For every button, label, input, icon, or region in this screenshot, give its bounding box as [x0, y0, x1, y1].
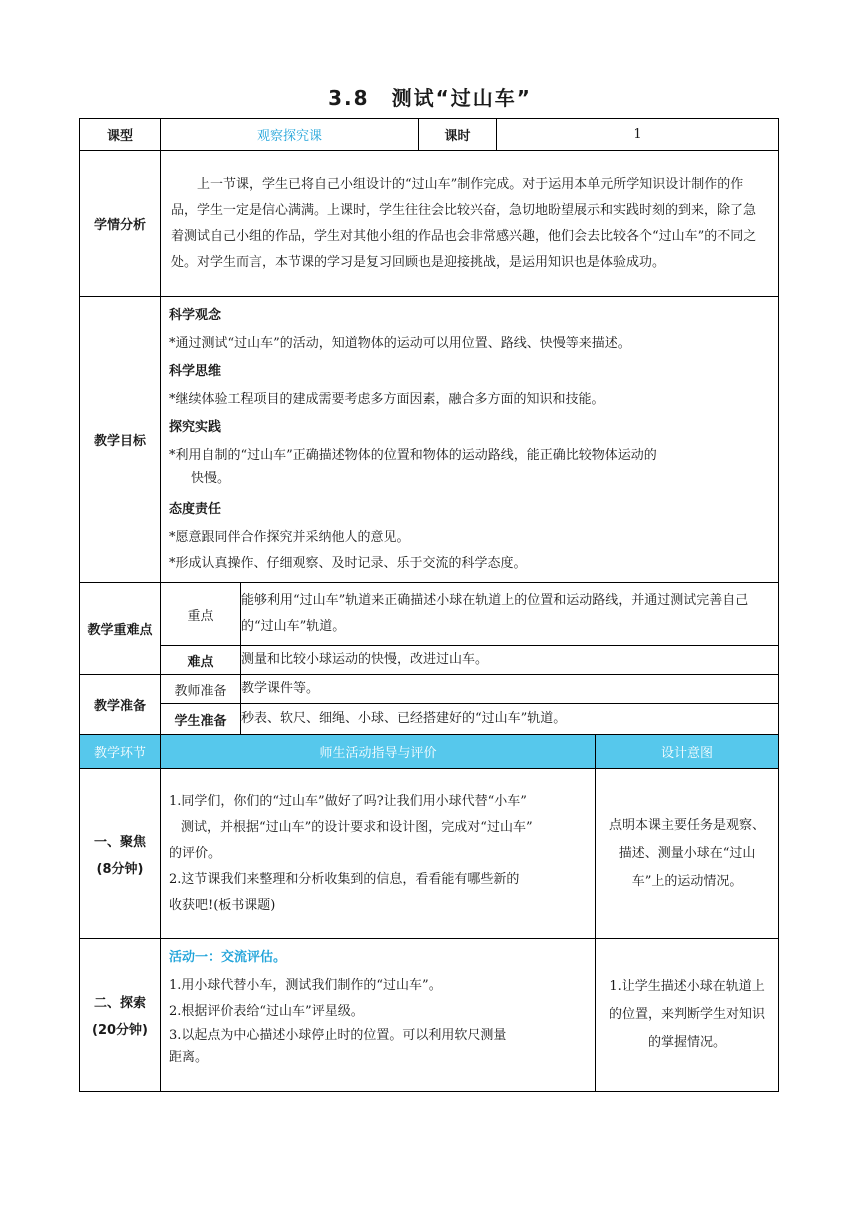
- stage-name-cell: [80, 769, 161, 939]
- activity-header: 师生活动指导与评价: [161, 735, 596, 769]
- goals-label: 教学目标: [80, 297, 161, 583]
- goal-item: *继续体验工程项目的建成需要考虑多方面因素，融合多方面的知识和技能。: [169, 392, 605, 407]
- type-label: 课型: [80, 119, 161, 151]
- student-prep-text: 秒表、软尺、细绳、小球、已经搭建好的“过山车”轨道。: [241, 704, 779, 735]
- stage-name: 一、聚焦: [93, 834, 146, 850]
- teacher-prep-text: 教学课件等。: [241, 675, 779, 704]
- intent-header: 设计意图: [596, 735, 779, 769]
- stage-name-cell: [80, 939, 161, 1092]
- lesson-plan-table: [79, 118, 779, 1092]
- stage-time: (20分钟): [92, 1023, 148, 1038]
- stage-intent-cell: [596, 939, 779, 1092]
- goal-item: *形成认真操作、仔细观察、及时记录、乐于交流的科学态度。: [169, 556, 527, 571]
- hours-value: 1: [497, 119, 779, 151]
- activity-line: 2.根据评价表给“过山车”评星级。: [169, 1004, 364, 1019]
- difficulty-text: 测量和比较小球运动的快慢，改进过山车。: [241, 646, 779, 675]
- focus-label: 重点: [161, 583, 241, 646]
- goal-heading-attitude: 态度责任: [169, 502, 222, 517]
- difficulty-label: 难点: [161, 646, 241, 675]
- analysis-cell: [161, 151, 779, 297]
- prep-label: 教学准备: [80, 675, 161, 735]
- goal-item: *愿意跟同伴合作探究并采纳他人的意见。: [169, 530, 410, 545]
- activity-line: 的评价。: [169, 845, 222, 861]
- stage-intent-cell: [596, 769, 779, 939]
- analysis-row: [80, 151, 779, 297]
- teacher-prep-row: [80, 675, 779, 704]
- stage-intent: 点明本课主要任务是观察、描述、测量小球在“过山车”上的运动情况。: [609, 817, 766, 889]
- keypoints-label: 教学重难点: [80, 583, 161, 675]
- activity-line: 1.同学们，你们的“过山车”做好了吗?让我们用小球代替“小车”: [169, 793, 527, 809]
- stage-activity-cell: [161, 939, 596, 1092]
- student-prep-row: [80, 704, 779, 735]
- goal-heading-concept: 科学观念: [169, 308, 222, 323]
- activity-line: 收获吧!(板书课题): [169, 897, 276, 913]
- stage-activity-cell: [161, 769, 596, 939]
- difficulty-row: [80, 646, 779, 675]
- goals-cell: [161, 297, 779, 583]
- activity-line: 距离。: [169, 1050, 209, 1065]
- focus-text: 能够利用“过山车”轨道来正确描述小球在轨道上的位置和运动路线，并通过测试完善自己的“过山车”轨道。: [241, 583, 779, 646]
- stage-intent: 1.让学生描述小球在轨道上的位置，来判断学生对知识的掌握情况。: [609, 979, 766, 1050]
- stage-row: [80, 769, 779, 939]
- header-row: [80, 119, 779, 151]
- teacher-prep-label: 教师准备: [161, 675, 241, 704]
- goal-item-continued: 快慢。: [191, 471, 231, 486]
- activity-line: 1.用小球代替小车，测试我们制作的“过山车”。: [169, 978, 442, 993]
- goal-item: *通过测试“过山车”的活动，知道物体的运动可以用位置、路线、快慢等来描述。: [169, 336, 631, 351]
- analysis-label: 学情分析: [80, 151, 161, 297]
- activity-line: 2.这节课我们来整理和分析收集到的信息，看看能有哪些新的: [169, 871, 520, 887]
- goals-row: [80, 297, 779, 583]
- stage-time: (8分钟): [96, 861, 144, 877]
- goal-item: *利用自制的“过山车”正确描述物体的位置和物体的运动路线，能正确比较物体运动的: [169, 448, 657, 463]
- student-prep-label: 学生准备: [161, 704, 241, 735]
- activity-line: 测试，并根据“过山车”的设计要求和设计图，完成对“过山车”: [181, 819, 533, 835]
- stage-header: 教学环节: [80, 735, 161, 769]
- activity-title: 活动一：交流评估。: [169, 950, 287, 965]
- analysis-text: 上一节课，学生已将自己小组设计的“过山车”制作完成。对于运用本单元所学知识设计制作的作品，学生一定是信心满满。上课时，学生往往会比较兴奋，急切地盼望展示和实践时刻的到来，除了急着测试自己小组的作品，学生对其他小组的作品也会非常感兴趣，他们会去比较各个“过山车”的不同之处。对学生而言，本节课的学习是复习回顾也是迎接挑战，是运用知识也是体验成功。: [171, 176, 757, 270]
- goal-heading-practice: 探究实践: [169, 420, 222, 435]
- activity-line: 3.以起点为中心描述小球停止时的位置。可以利用软尺测量: [169, 1028, 507, 1043]
- stage-row: [80, 939, 779, 1092]
- stage-name: 二、探索: [93, 996, 146, 1011]
- goal-heading-thinking: 科学思维: [169, 364, 222, 379]
- process-header-row: [80, 735, 779, 769]
- hours-label: 课时: [419, 119, 497, 151]
- type-value: 观察探究课: [161, 119, 419, 151]
- focus-row: [80, 583, 779, 646]
- page-title: 3.8 测试“过山车”: [328, 86, 532, 110]
